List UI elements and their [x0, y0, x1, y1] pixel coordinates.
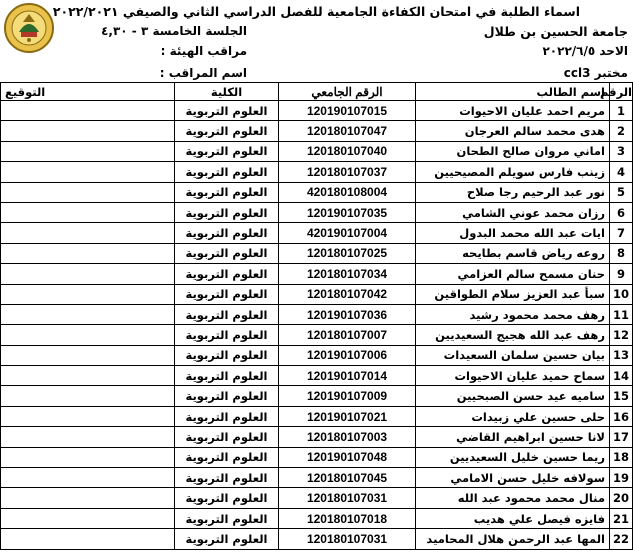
signature-cell[interactable]	[1, 468, 175, 488]
observer-label: اسم المراقب :	[159, 66, 247, 80]
university-logo-icon	[3, 2, 55, 54]
student-id: 120180107042	[279, 284, 416, 304]
row-number: 20	[610, 488, 633, 508]
table-row	[1, 406, 633, 426]
col-header-college: الكلية	[175, 83, 279, 101]
document-title: اسماء الطلبة في امتحان الكفاءة الجامعية للفصل الدراسي الثاني والصيفي ٢٠٢٢/٢٠٢١	[52, 4, 580, 19]
signature-cell[interactable]	[1, 345, 175, 365]
student-name: حلى حسين علي زبيدات	[416, 406, 610, 426]
student-name: رهف محمد محمود رشيد	[416, 304, 610, 324]
student-id: 120190107021	[279, 406, 416, 426]
college-name: العلوم التربوية	[175, 529, 279, 549]
students-table	[0, 82, 633, 550]
college-name: العلوم التربوية	[175, 488, 279, 508]
college-name: العلوم التربوية	[175, 304, 279, 324]
table-row	[1, 447, 633, 467]
signature-cell[interactable]	[1, 264, 175, 284]
table-row	[1, 141, 633, 161]
supervisor-label: مراقب الهيئة :	[160, 44, 247, 58]
student-name: بيان حسين سلمان السعيدات	[416, 345, 610, 365]
college-name: العلوم التربوية	[175, 366, 279, 386]
col-header-signature: التوقيع	[1, 83, 175, 101]
row-number: 3	[610, 141, 633, 161]
signature-cell[interactable]	[1, 488, 175, 508]
signature-cell[interactable]	[1, 325, 175, 345]
student-id: 120180107031	[279, 488, 416, 508]
table-row	[1, 121, 633, 141]
row-number: 12	[610, 325, 633, 345]
signature-cell[interactable]	[1, 304, 175, 324]
student-id: 420190107004	[279, 223, 416, 243]
college-name: العلوم التربوية	[175, 468, 279, 488]
college-name: العلوم التربوية	[175, 121, 279, 141]
student-id: 120180107025	[279, 243, 416, 263]
table-header-row	[1, 83, 633, 101]
signature-cell[interactable]	[1, 529, 175, 549]
row-number: 6	[610, 202, 633, 222]
student-id: 120190107048	[279, 447, 416, 467]
student-id: 120190107006	[279, 345, 416, 365]
student-name: ريما حسين خليل السعيديين	[416, 447, 610, 467]
signature-cell[interactable]	[1, 406, 175, 426]
college-name: العلوم التربوية	[175, 406, 279, 426]
table-row	[1, 223, 633, 243]
student-id: 120180107034	[279, 264, 416, 284]
table-row	[1, 488, 633, 508]
table-row	[1, 468, 633, 488]
signature-cell[interactable]	[1, 121, 175, 141]
row-number: 9	[610, 264, 633, 284]
college-name: العلوم التربوية	[175, 141, 279, 161]
student-name: المها عبد الرحمن هلال المحاميد	[416, 529, 610, 549]
col-header-number: الرقم	[600, 84, 632, 99]
student-id: 120180107045	[279, 468, 416, 488]
student-id: 420180108004	[279, 182, 416, 202]
row-number: 14	[610, 366, 633, 386]
signature-cell[interactable]	[1, 182, 175, 202]
student-id: 120180107003	[279, 427, 416, 447]
exam-date: الاحد ٢٠٢٢/٦/٥	[542, 44, 628, 58]
row-number: 11	[610, 304, 633, 324]
row-number: 7	[610, 223, 633, 243]
document-header	[0, 0, 632, 82]
college-name: العلوم التربوية	[175, 162, 279, 182]
college-name: العلوم التربوية	[175, 447, 279, 467]
student-name: منال محمد محمود عبد الله	[416, 488, 610, 508]
row-number: 1	[610, 101, 633, 121]
signature-cell[interactable]	[1, 162, 175, 182]
student-name: فايزه فيصل علي هديب	[416, 508, 610, 528]
student-id: 120190107036	[279, 304, 416, 324]
row-number: 19	[610, 468, 633, 488]
table-row	[1, 162, 633, 182]
college-name: العلوم التربوية	[175, 202, 279, 222]
student-name: سبأ عبد العزيز سلام الطواقين	[416, 284, 610, 304]
university-name: جامعة الحسين بن طلال	[483, 24, 628, 39]
col-header-id: الرقم الجامعي	[279, 83, 416, 101]
college-name: العلوم التربوية	[175, 345, 279, 365]
row-number: 22	[610, 529, 633, 549]
student-name: روعه رياض قاسم بطايحه	[416, 243, 610, 263]
college-name: العلوم التربوية	[175, 101, 279, 121]
student-name: لانا حسين ابراهيم القاضي	[416, 427, 610, 447]
row-number: 4	[610, 162, 633, 182]
signature-cell[interactable]	[1, 284, 175, 304]
student-id: 120180107031	[279, 529, 416, 549]
signature-cell[interactable]	[1, 243, 175, 263]
lab-name: مختبر ccl3	[563, 66, 628, 80]
table-row	[1, 427, 633, 447]
college-name: العلوم التربوية	[175, 386, 279, 406]
row-number: 18	[610, 447, 633, 467]
student-id: 120180107040	[279, 141, 416, 161]
student-id: 120180107018	[279, 508, 416, 528]
college-name: العلوم التربوية	[175, 508, 279, 528]
signature-cell[interactable]	[1, 386, 175, 406]
row-number: 15	[610, 386, 633, 406]
signature-cell[interactable]	[1, 223, 175, 243]
signature-cell[interactable]	[1, 202, 175, 222]
college-name: العلوم التربوية	[175, 223, 279, 243]
signature-cell[interactable]	[1, 447, 175, 467]
student-name: نور عبد الرحيم رجا صلاح	[416, 182, 610, 202]
student-name: رزان محمد عوني الشامي	[416, 202, 610, 222]
student-name: حنان مسمح سالم العزامي	[416, 264, 610, 284]
table-row	[1, 386, 633, 406]
row-number: 13	[610, 345, 633, 365]
table-row	[1, 508, 633, 528]
row-number: 21	[610, 508, 633, 528]
college-name: العلوم التربوية	[175, 284, 279, 304]
table-row	[1, 182, 633, 202]
table-row	[1, 101, 633, 121]
table-row	[1, 243, 633, 263]
student-name: سماح حميد عليان الاحيوات	[416, 366, 610, 386]
student-name: ساميه عيد حسن الصبحيين	[416, 386, 610, 406]
student-name: هدى محمد سالم العرجان	[416, 121, 610, 141]
row-number: 8	[610, 243, 633, 263]
student-name: اماني مروان صالح الطحان	[416, 141, 610, 161]
college-name: العلوم التربوية	[175, 243, 279, 263]
session-info: الجلسة الخامسة ٣ - ٤,٣٠	[101, 24, 247, 38]
row-number: 10	[610, 284, 633, 304]
student-name: زينب فارس سويلم المصيحيين	[416, 162, 610, 182]
table-row	[1, 284, 633, 304]
col-header-name: إسم الطالب	[416, 83, 610, 101]
row-number: 2	[610, 121, 633, 141]
student-name: ايات عبد الله محمد البدول	[416, 223, 610, 243]
signature-cell[interactable]	[1, 508, 175, 528]
college-name: العلوم التربوية	[175, 264, 279, 284]
college-name: العلوم التربوية	[175, 325, 279, 345]
college-name: العلوم التربوية	[175, 182, 279, 202]
signature-cell[interactable]	[1, 141, 175, 161]
row-number: 5	[610, 182, 633, 202]
signature-cell[interactable]	[1, 427, 175, 447]
table-row	[1, 529, 633, 549]
student-name: رهف عبد الله هجيج السعيديين	[416, 325, 610, 345]
table-row	[1, 304, 633, 324]
student-name: سولافه خليل حسن الامامي	[416, 468, 610, 488]
student-id: 120190107035	[279, 202, 416, 222]
student-id: 120180107047	[279, 121, 416, 141]
student-id: 120180107007	[279, 325, 416, 345]
college-name: العلوم التربوية	[175, 427, 279, 447]
row-number: 17	[610, 427, 633, 447]
student-id: 120180107037	[279, 162, 416, 182]
table-row	[1, 202, 633, 222]
student-id: 120190107015	[279, 101, 416, 121]
student-id: 120190107009	[279, 386, 416, 406]
table-row	[1, 325, 633, 345]
table-row	[1, 366, 633, 386]
row-number: 16	[610, 406, 633, 426]
student-name: مريم احمد عليان الاحيوات	[416, 101, 610, 121]
table-row	[1, 264, 633, 284]
table-row	[1, 345, 633, 365]
signature-cell[interactable]	[1, 101, 175, 121]
signature-cell[interactable]	[1, 366, 175, 386]
student-id: 120190107014	[279, 366, 416, 386]
